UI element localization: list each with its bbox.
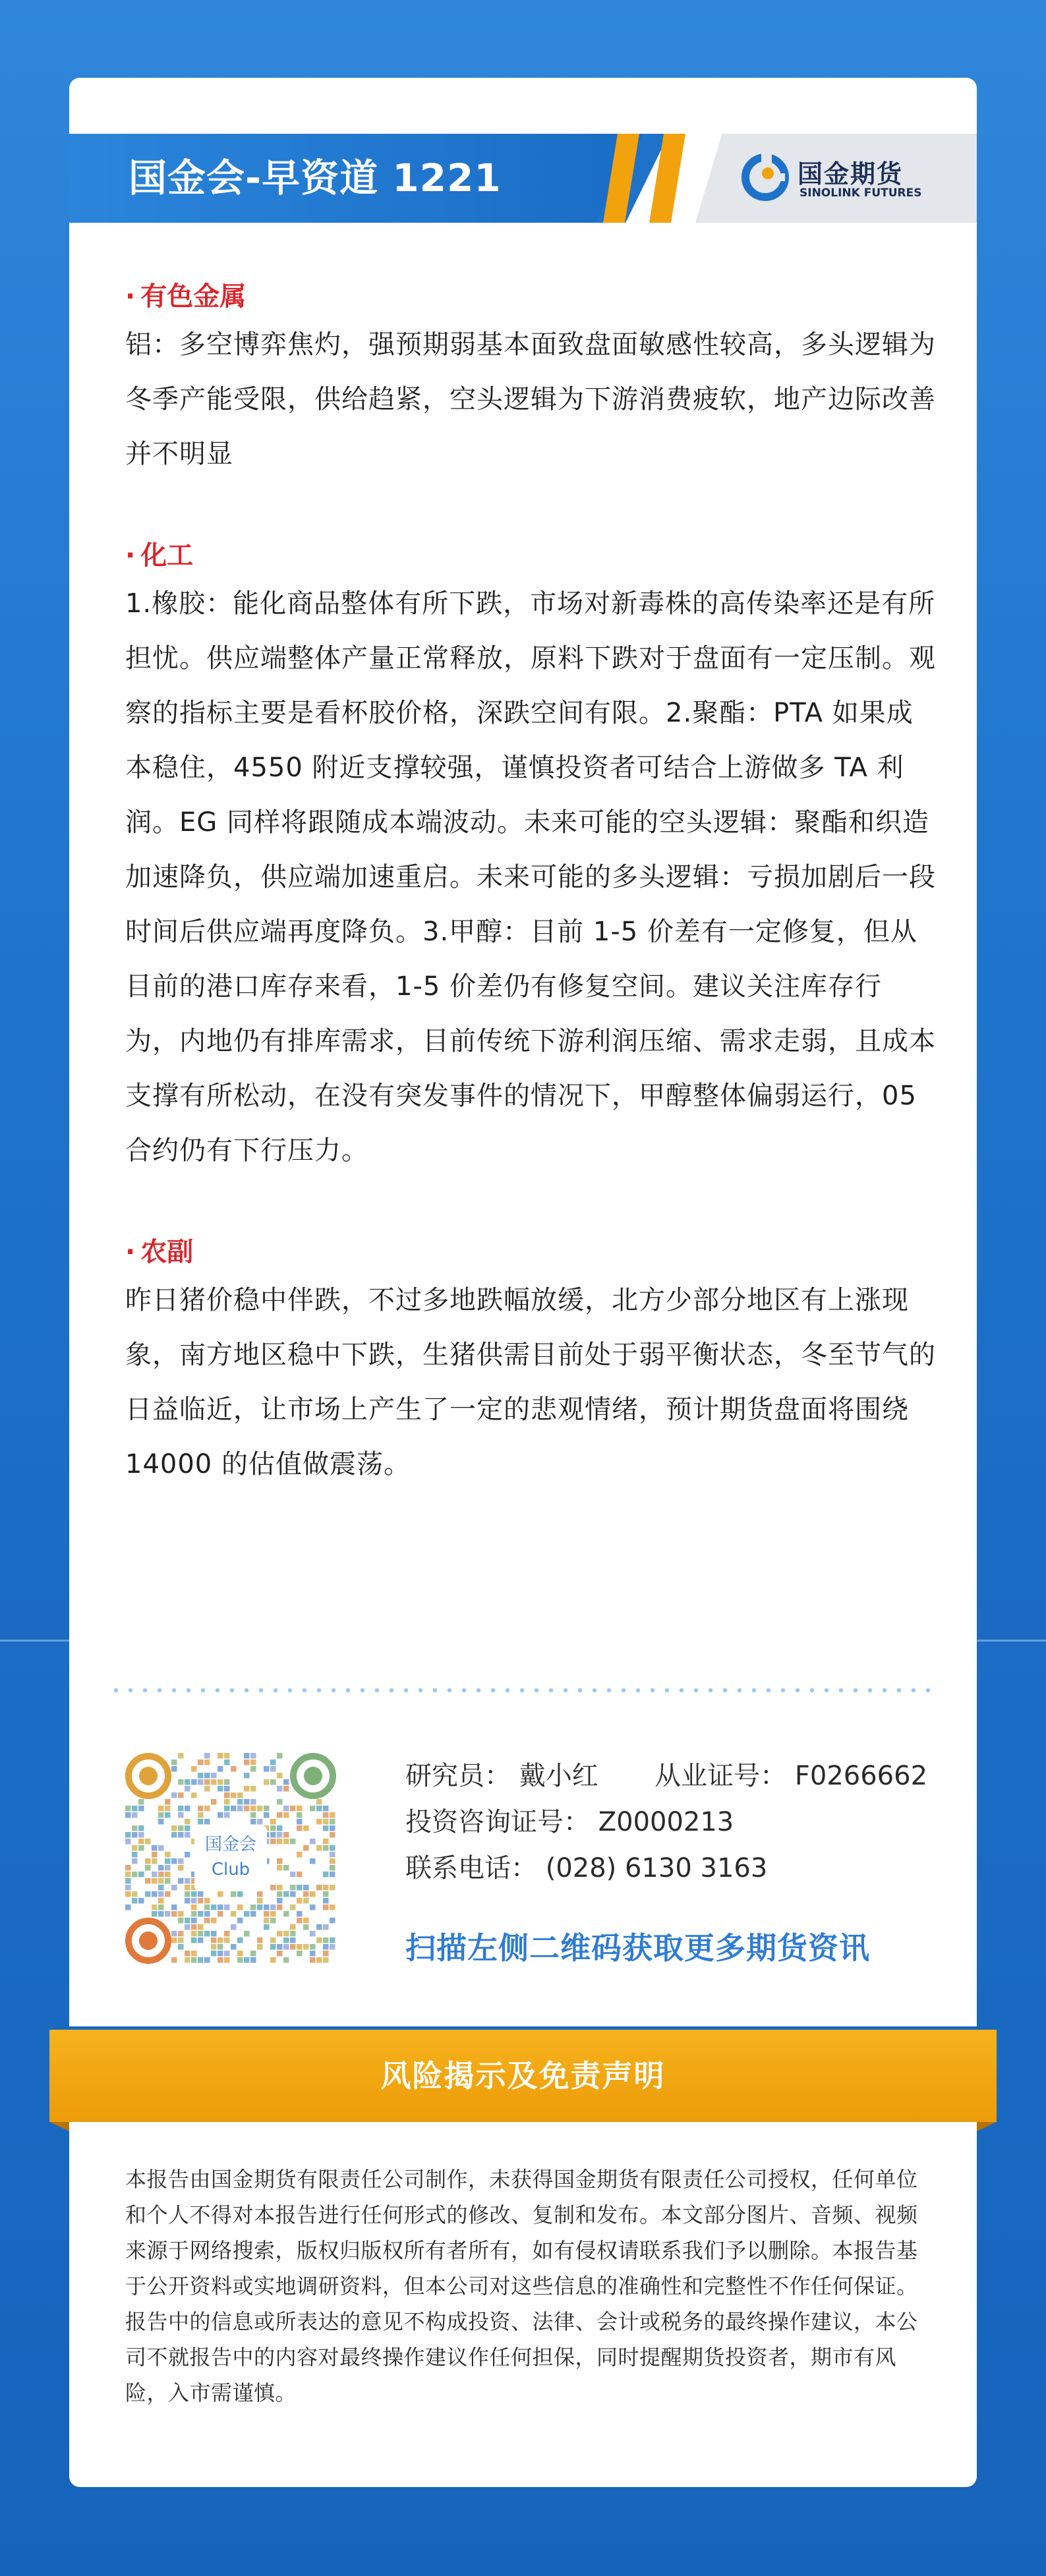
researcher-line (405, 1753, 927, 1799)
article-content (125, 275, 936, 1492)
researcher-name: 研究员： 戴小红 (405, 1761, 598, 1791)
phone-line: 联系电话： (028) 6130 3163 (405, 1853, 768, 1883)
disclaimer-card (69, 2096, 977, 2487)
dotted-divider (109, 1688, 937, 1692)
contact-card (69, 1641, 977, 2026)
article-card (69, 78, 977, 1641)
section-title-agriculture (125, 1231, 936, 1273)
bullet-dot-icon: · (125, 540, 136, 571)
section-title-text: 农副 (140, 1237, 194, 1267)
advisory-line: 投资咨询证号： Z0000213 (405, 1807, 734, 1837)
sinolink-logo-icon (741, 154, 789, 201)
section-title-metals (125, 275, 936, 318)
bullet-dot-icon: · (125, 281, 136, 312)
logo-text-cn: 国金期货 (798, 159, 904, 188)
page-title: 国金会-早资道 1221 (129, 156, 502, 200)
risk-disclaimer-banner: 风险揭示及免责声明 (49, 2030, 997, 2122)
bullet-dot-icon: · (125, 1237, 136, 1267)
qr-label-line1: 国金会 (204, 1835, 256, 1854)
qr-label-line2: Club (211, 1860, 250, 1879)
license-number: 从业证号： F0266662 (654, 1761, 928, 1791)
section-body-metals: 铝：多空博弈焦灼，强预期弱基本面致盘面敏感性较高，多头逻辑为冬季产能受限，供给趋紧，空头逻辑为下游消费疲软，地产边际改善并不明显 (125, 329, 936, 469)
qr-center-label (194, 1825, 267, 1891)
section-title-chemicals (125, 534, 936, 577)
header-banner (69, 134, 977, 223)
section-title-text: 化工 (140, 540, 194, 571)
contact-info (405, 1753, 927, 1891)
scan-qr-tip: 扫描左侧二维码获取更多期货资讯 (405, 1930, 870, 1966)
section-body-chemicals: 1.橡胶：能化商品整体有所下跌，市场对新毒株的高传染率还是有所担忧。供应端整体产量正常释放，原料下跌对于盘面有一定压制。观察的指标主要是看杯胶价格，深跌空间有限。2.聚酯：PTA 如果成本稳住，4550 附近支撑较强，谨慎投资者可结合上游做多 TA 利润。EG 同样将跟随成本端波动。未来可能的空头逻辑：聚酯和织造加速降负，供应端加速重启。未来可能的多头逻辑：亏损加剧后一段时间后供应端再度降负。3.甲醇：目前 1-5 价差有一定修复，但从目前的港口库存来看，1-5 价差仍有修复空间。建议关注库存行为，内地仍有排库需求，目前传统下游利润压缩、需求走弱，且成本支撑有所松动，在没有突发事件的情况下，甲醇整体偏弱运行，05 合约仍有下行压力。 (125, 588, 936, 1166)
logo-text-en: SINOLINK FUTURES (799, 186, 922, 200)
disclaimer-text: 本报告由国金期货有限责任公司制作，未获得国金期货有限责任公司授权，任何单位和个人不得对本报告进行任何形式的修改、复制和发布。本文部分图片、音频、视频来源于网络搜索，版权归版权所有者所有，如有侵权请联系我们予以删除。本报告基于公开资料或实地调研资料，但本公司对这些信息的准确性和完整性不作任何保证。报告中的信息或所表达的意见不构成投资、法律、会计或税务的最终操作建议，本公司不就报告中的内容对最终操作建议作任何担保，同时提醒期货投资者，期市有风险，入市需谨慎。 (125, 2167, 918, 2405)
section-body-agriculture: 昨日猪价稳中伴跌，不过多地跌幅放缓，北方少部分地区有上涨现象，南方地区稳中下跌，生猪供需目前处于弱平衡状态，冬至节气的日益临近，让市场上产生了一定的悲观情绪，预计期货盘面将围绕 14000 的估值做震荡。 (125, 1285, 936, 1479)
qr-code[interactable] (125, 1753, 336, 1964)
section-title-text: 有色金属 (140, 281, 247, 312)
